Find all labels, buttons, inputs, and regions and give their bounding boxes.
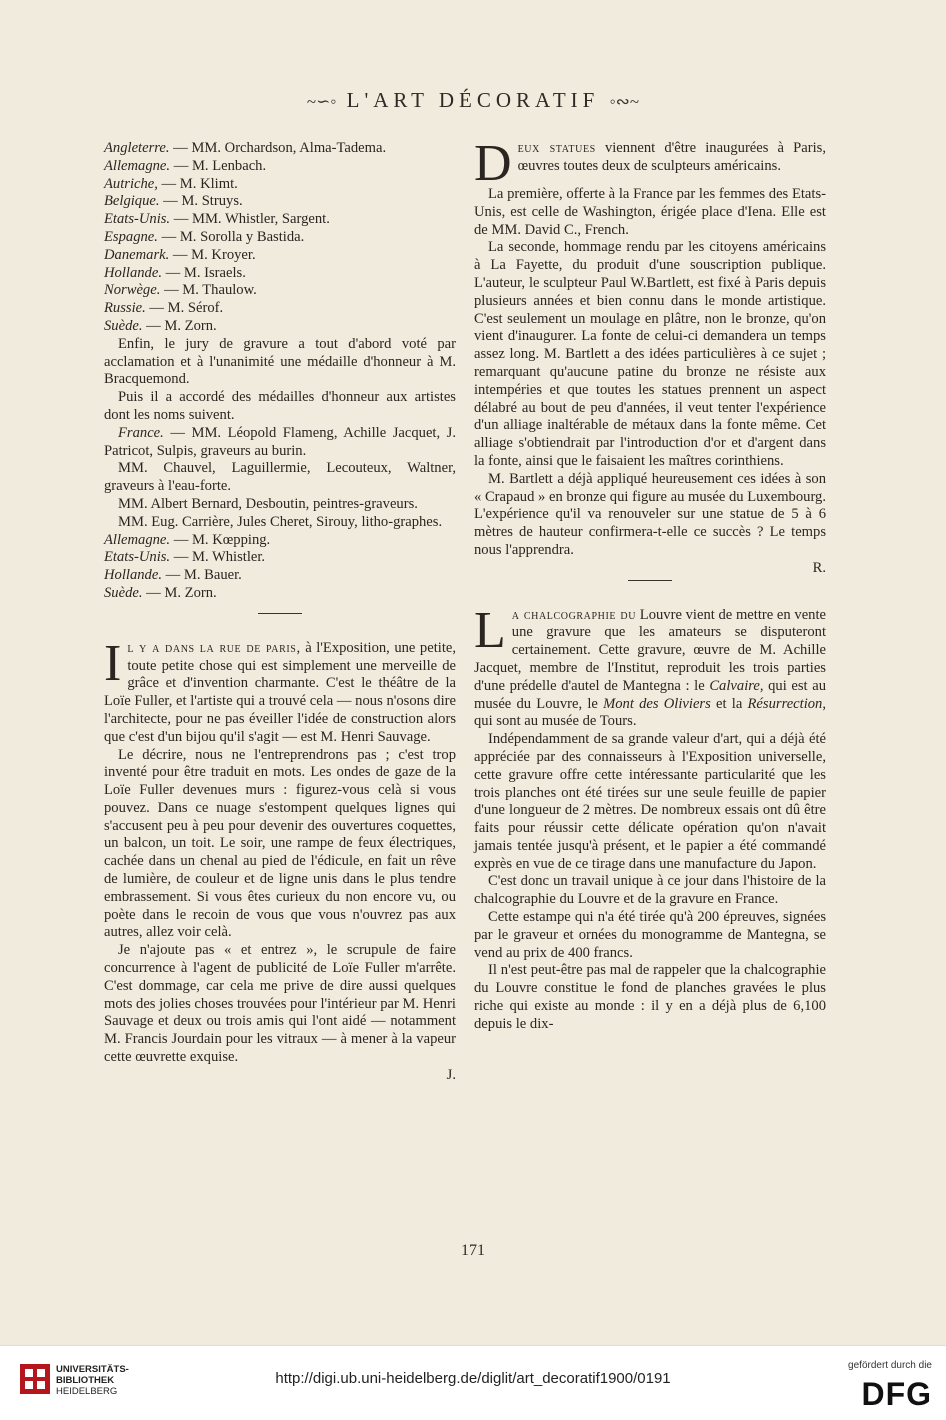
- drop-cap: I: [104, 639, 122, 692]
- paragraph: [104, 425, 456, 461]
- list-item: [104, 247, 456, 265]
- paragraph-text: viennent d'être inaugurées à Paris, œuvres toutes deux de sculpteurs américains.: [517, 140, 826, 174]
- list-item: [104, 532, 456, 550]
- viewer-footer: [0, 1345, 946, 1420]
- country-label: Suède.: [104, 584, 143, 601]
- paragraph: M. Bartlett a déjà appliqué heureusement ces idées à son « Crapaud » en bronze qui figure au musée du Luxembourg. L'expérience qu'il va renouveler sur une statue de 5 à 6 mètres de hauteur confirmera-t-elle ce succès ? Le temps nous l'apprendra.: [474, 470, 826, 558]
- names-text: — M. Bauer.: [161, 567, 242, 584]
- paragraph: Je n'ajoute pas « et entrez », le scrupule de faire concurrence à l'agent de publicité de Loïe Fuller m'arrête. C'est dommage, car cela me prive de dire aussi quelques mots des jolies choses trouvées pour l'intérieur par M. Henri Sauvage et deux ou trois amis qui l'ont aidé — notamment M. Francis Jourdain pour les vitraux — à mener à la vapeur cette œuvrette exquise.: [104, 942, 456, 1066]
- paragraph: MM. Eug. Carrière, Jules Cheret, Sirouy, litho-graphes.: [118, 513, 443, 530]
- country-label: Autriche,: [104, 175, 158, 192]
- paragraph: La première, offerte à la France par les femmes des Etats-Unis, est celle de Washington, érigée place d'Iena. Elle est de MM. David C., French.: [474, 186, 826, 238]
- article-statues-p1: [474, 140, 826, 186]
- list-item: [104, 211, 456, 229]
- jury-list-a: [104, 140, 456, 336]
- paragraph-text: Louvre vient de mettre en vente une gravure que les amateurs se disputeront certainement. Cette gravure, œuvre de M. Achille Jacquet, membre de l'Institut, reproduit les trois parties d'une prédelle d'autel de Mantegna : le: [474, 606, 826, 694]
- paragraph: Il n'est peut-être pas mal de rappeler que la chalcographie du Louvre constitue le fond de planches gravées le plus riche qui existe au monde : il y en a déjà plus de 6,100 depuis le dix-: [474, 962, 826, 1032]
- lead-smallcaps: a chalcographie du: [511, 606, 637, 623]
- paragraph: Cette estampe qui n'a été tirée qu'à 200 épreuves, signées par le graveur et ornées du monogramme de Mantegna, se vend au prix de 400 francs.: [474, 909, 826, 961]
- names-text: — MM. Orchardson, Alma-Tadema.: [169, 140, 387, 156]
- paragraph: Le décrire, nous ne l'entreprendrons pas ; c'est trop inventé pour être traduit en mots. Les ondes de gaze de la Loïe Fuller devenues murs : figurez-vous celà si vous pouvez. Dans ce nuage s'estompent quelques lignes qui s'accusent peu à peu pour devenir des ouvertures coquettes, un balcon, un toit. Le soir, une rampe de feux électriques, cachée dans un chenal au pied de l'édicule, en fait un rêve de lumière, de couleur et de ligne unis dans le plus tendre embrassement. Si vous êtes curieux du non encore vu, ou poète dans le recoin de vous que vous n'ouvrez pas aux autres, allez voir celà.: [104, 746, 456, 941]
- paragraph: MM. Albert Bernard, Desboutin, peintres-graveurs.: [118, 495, 418, 512]
- paragraph-text: , qui est au musée du Louvre, le: [474, 677, 826, 712]
- lead-smallcaps: l y a dans la rue de paris,: [127, 639, 301, 656]
- country-label: Angleterre.: [104, 140, 170, 156]
- library-name-line: BIBLIOTHEK: [56, 1375, 115, 1386]
- list-item: [104, 282, 456, 300]
- list-item: [104, 158, 456, 176]
- running-head: [0, 88, 946, 113]
- names-text: — M. Thaulow.: [160, 282, 257, 299]
- library-name-line: HEIDELBERG: [56, 1386, 118, 1397]
- signature: J.: [446, 1066, 456, 1083]
- names-text: — MM. Whistler, Sargent.: [170, 211, 330, 228]
- artwork-title: Résurrection: [747, 695, 823, 712]
- list-item: [104, 140, 456, 158]
- library-name-line: UNIVERSITÄTS-: [56, 1364, 129, 1375]
- country-label: Espagne.: [104, 228, 158, 245]
- permalink-url[interactable]: http://digi.ub.uni-heidelberg.de/diglit/art_decoratif1900/0191: [275, 1370, 671, 1387]
- ornament-right-icon: ◦∾~: [609, 92, 640, 111]
- dfg-logo: DFG: [861, 1376, 932, 1412]
- separator-rule: [628, 580, 672, 581]
- paragraph: Indépendamment de sa grande valeur d'art, qui a déjà été appréciée par des connaisseurs à l'Exposition universelle, cette gravure offre cette intéressante particularité que les trois planches ont été tirées sur une seule feuille de papier d'une longueur de 2 mètres. De nombreux essais ont dû être faits pour réussir cette délicate opération qu'on n'avait jamais tentée jusqu'à présent, et le papier a été commandé exprès en vue de ce tirage dans une manufacture du Japon.: [474, 731, 826, 872]
- names-text: — MM. Léopold Flameng, Achille Jacquet, J. Patricot, Sulpis, graveurs au burin.: [104, 424, 456, 459]
- paragraph: Puis il a accordé des médailles d'honneur aux artistes dont les noms suivent.: [104, 389, 456, 423]
- names-text: — M. Whistler.: [170, 549, 266, 566]
- artwork-title: Calvaire: [709, 677, 760, 694]
- paragraph-text: , qui sont au musée de Tours.: [474, 695, 826, 730]
- drop-cap: L: [474, 606, 506, 659]
- list-item: [104, 229, 456, 247]
- list-item: [104, 193, 456, 211]
- ornament-left-icon: ~∽◦: [306, 92, 337, 111]
- names-text: — M. Lenbach.: [170, 157, 267, 174]
- right-column: [474, 140, 826, 1034]
- country-label: Norwège.: [104, 282, 161, 299]
- article-chalcographie-p1: [474, 607, 826, 732]
- country-label: France.: [118, 424, 164, 441]
- paragraph: C'est donc un travail unique à ce jour dans l'histoire de la chalcographie du Louvre et de la gravure en France.: [474, 873, 826, 908]
- paragraph: MM. Chauvel, Laguillermie, Lecouteux, Waltner, graveurs à l'eau-forte.: [104, 460, 456, 495]
- names-text: — M. Sérof.: [145, 300, 224, 317]
- page-number: 171: [461, 1242, 485, 1259]
- country-label: Hollande.: [104, 264, 162, 281]
- names-text: — M. Struys.: [159, 193, 243, 210]
- country-label: Etats-Unis.: [104, 549, 171, 566]
- list-item: [104, 567, 456, 585]
- names-text: — M. Kroyer.: [169, 246, 256, 263]
- paragraph-text: et la: [710, 695, 748, 712]
- country-label: Danemark.: [104, 246, 170, 263]
- list-item: [104, 585, 456, 603]
- country-label: Hollande.: [104, 567, 162, 584]
- article-loie-fuller-p1: [104, 640, 456, 747]
- country-label: Suède.: [104, 317, 143, 334]
- funder-label: gefördert durch die: [848, 1360, 932, 1371]
- names-text: — M. Israels.: [161, 264, 246, 281]
- left-column: [104, 140, 456, 1085]
- list-item: [104, 300, 456, 318]
- signature: R.: [812, 559, 826, 576]
- country-label: Allemagne.: [104, 157, 171, 174]
- paragraph: La seconde, hommage rendu par les citoyens américains à La Fayette, du produit d'une souscription publique. L'auteur, le sculpteur Paul W.Bartlett, est fixé à Paris depuis plusieurs années et bien connu dans le monde artistique. C'est seulement un moulage en plâtre, non le bronze, qu'on vient d'inaugurer. La fonte de celui-ci demandera un temps assez long. M. Bartlett a des idées particulières à ce sujet ; remarquant qu'aucune patine du bronze ne résiste aux intempéries et que toutes les statues prennent un aspect délabré au bout de peu d'années, il veut tenter l'expérience d'un alliage inaltérable de métaux dans la fonte même. Cet alliage s'obtiendrait par l'introduction d'or et d'argent dans la fonte, ainsi que le faisaient les maîtres corinthiens.: [474, 239, 826, 469]
- separator-rule: [258, 613, 302, 614]
- artwork-title: Mont des Oliviers: [603, 695, 711, 712]
- names-text: — M. Klimt.: [157, 175, 238, 192]
- journal-title: L'ART DÉCORATIF: [346, 88, 600, 112]
- country-label: Belgique.: [104, 193, 160, 210]
- paragraph-text: à l'Exposition, une petite, toute petite chose qui est simplement une merveille de grâce et d'invention charmante. C'est le théâtre de la Loïe Fuller, et l'artiste qui a trouvé cela — nous n'osons dire l'architecte, pour ne pas éveiller l'idée de construction alors que c'est d'un bijou qu'il s'agit — est M. Henri Sauvage.: [104, 639, 456, 745]
- names-text: — M. Kœpping.: [170, 531, 271, 548]
- names-text: — M. Zorn.: [142, 317, 217, 334]
- list-item: [104, 318, 456, 336]
- paragraph: Enfin, le jury de gravure a tout d'abord voté par acclamation et à l'unanimité une médaille d'honneur à M. Bracquemond.: [104, 335, 456, 388]
- country-label: Etats-Unis.: [104, 211, 171, 228]
- lead-smallcaps: eux statues: [517, 140, 596, 156]
- country-label: Allemagne.: [104, 531, 171, 548]
- jury-list-b: [104, 532, 456, 603]
- names-text: — M. Sorolla y Bastida.: [157, 228, 305, 245]
- list-item: [104, 176, 456, 194]
- list-item: [104, 549, 456, 567]
- drop-cap: D: [474, 140, 512, 186]
- names-text: — M. Zorn.: [142, 584, 217, 601]
- list-item: [104, 265, 456, 283]
- country-label: Russie.: [104, 300, 146, 317]
